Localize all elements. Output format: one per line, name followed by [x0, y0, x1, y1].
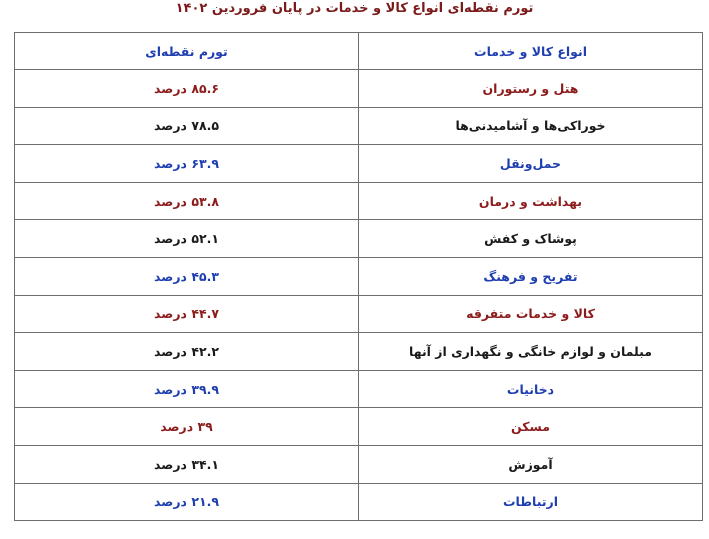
- table-row: [15, 220, 703, 258]
- category-cell: تفریح و فرهنگ: [359, 257, 703, 295]
- inflation-rate-cell: ۳۹ درصد: [15, 408, 359, 446]
- table-row: [15, 333, 703, 371]
- table-row: [15, 483, 703, 521]
- category-cell: ارتباطات: [359, 483, 703, 521]
- inflation-rate-cell: ۷۸.۵ درصد: [15, 107, 359, 145]
- table-row: [15, 182, 703, 220]
- table-row: [15, 257, 703, 295]
- column-header-rate: تورم نقطه‌ای: [15, 33, 359, 70]
- category-cell: آموزش: [359, 445, 703, 483]
- category-cell: هتل و رستوران: [359, 70, 703, 108]
- table-header-row: [15, 33, 703, 70]
- inflation-rate-cell: ۲۱.۹ درصد: [15, 483, 359, 521]
- column-header-item: انواع کالا و خدمات: [359, 33, 703, 70]
- inflation-rate-cell: ۳۹.۹ درصد: [15, 370, 359, 408]
- inflation-rate-cell: ۵۳.۸ درصد: [15, 182, 359, 220]
- inflation-table: [14, 32, 703, 521]
- table-row: [15, 107, 703, 145]
- table-row: [15, 370, 703, 408]
- category-cell: حمل‌ونقل: [359, 145, 703, 183]
- table-row: [15, 445, 703, 483]
- table-row: [15, 145, 703, 183]
- category-cell: کالا و خدمات متفرقه: [359, 295, 703, 333]
- table-row: [15, 408, 703, 446]
- inflation-rate-cell: ۴۲.۲ درصد: [15, 333, 359, 371]
- inflation-rate-cell: ۴۵.۳ درصد: [15, 257, 359, 295]
- table-row: [15, 295, 703, 333]
- inflation-rate-cell: ۵۲.۱ درصد: [15, 220, 359, 258]
- table-body: [15, 70, 703, 521]
- category-cell: خوراکی‌ها و آشامیدنی‌ها: [359, 107, 703, 145]
- inflation-rate-cell: ۴۴.۷ درصد: [15, 295, 359, 333]
- category-cell: پوشاک و کفش: [359, 220, 703, 258]
- inflation-rate-cell: ۶۳.۹ درصد: [15, 145, 359, 183]
- category-cell: بهداشت و درمان: [359, 182, 703, 220]
- page-title: تورم نقطه‌ای انواع کالا و خدمات در پایان فروردین ۱۴۰۲: [175, 1, 534, 16]
- inflation-rate-cell: ۳۴.۱ درصد: [15, 445, 359, 483]
- table-row: [15, 70, 703, 108]
- inflation-rate-cell: ۸۵.۶ درصد: [15, 70, 359, 108]
- category-cell: دخانیات: [359, 370, 703, 408]
- category-cell: مسکن: [359, 408, 703, 446]
- category-cell: مبلمان و لوازم خانگی و نگهداری از آنها: [359, 333, 703, 371]
